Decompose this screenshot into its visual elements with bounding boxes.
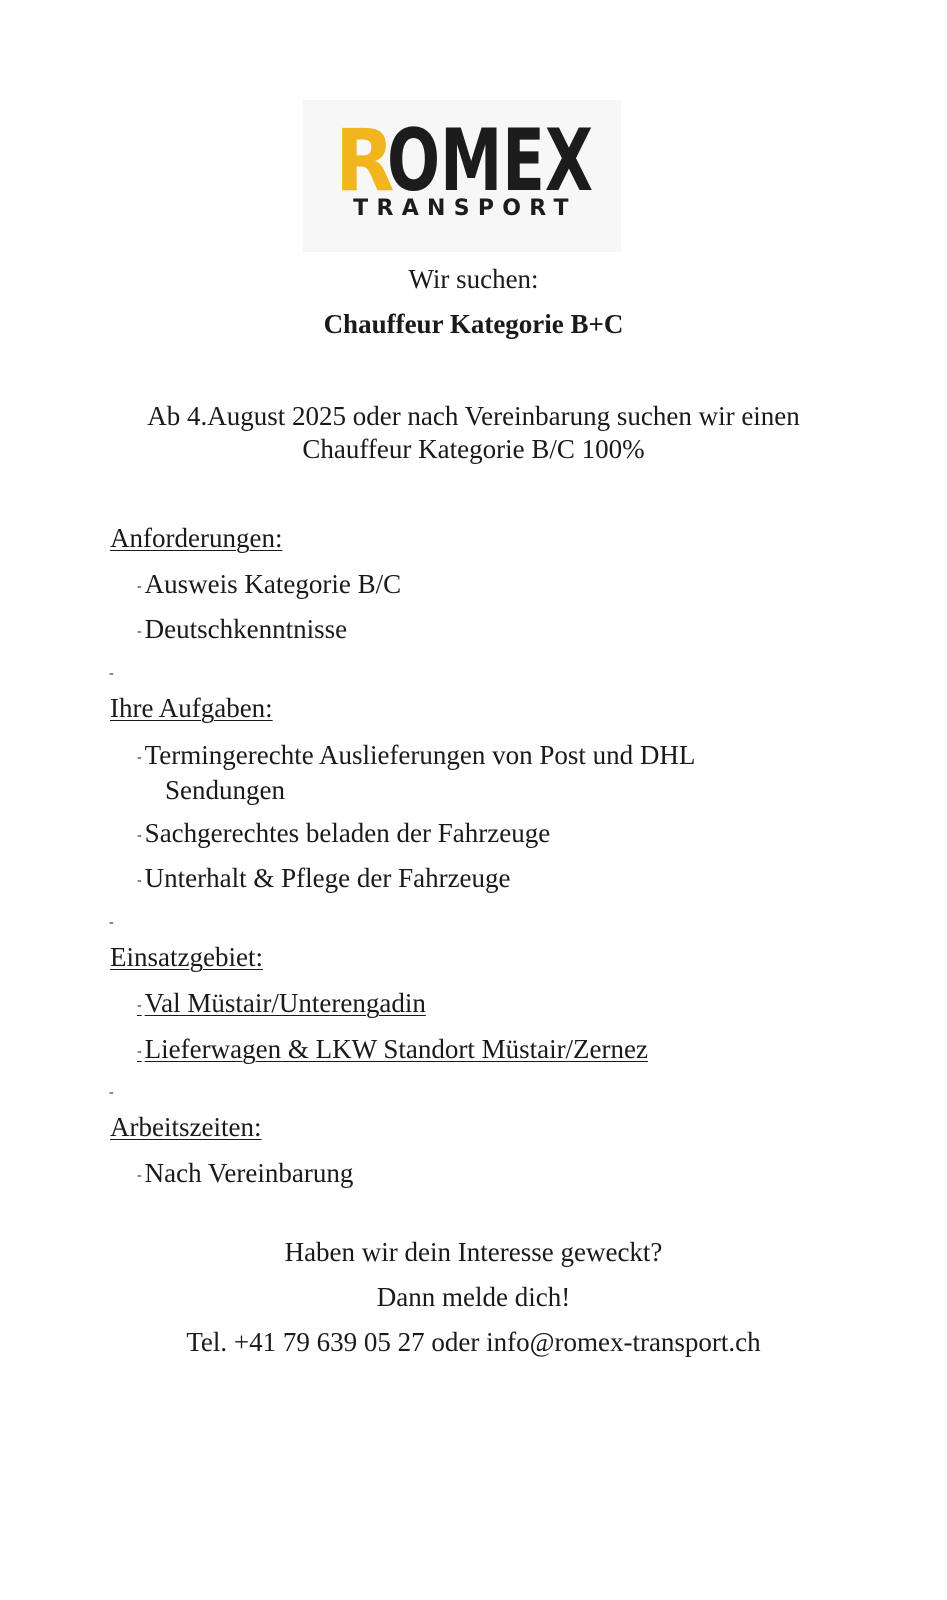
bullet-dash: - <box>137 998 142 1013</box>
closing-call-to-action: Dann melde dich! <box>376 1282 571 1312</box>
intro-label: Wir suchen: <box>408 264 539 294</box>
intro-paragraph <box>0 400 947 466</box>
section-heading-aufgaben: Ihre Aufgaben: <box>110 693 273 723</box>
separator-dash: - <box>109 666 114 681</box>
list-item: - Lieferwagen & LKW Standort Müstair/Zernez <box>137 1034 648 1064</box>
bullet-dash: - <box>137 624 142 639</box>
logo-letter-r: R <box>335 118 394 198</box>
separator-dash: - <box>109 1085 114 1100</box>
list-item: - Val Müstair/Unterengadin <box>137 988 426 1018</box>
list-item: - Sachgerechtes beladen der Fahrzeuge <box>137 818 551 848</box>
list-item: - Nach Vereinbarung <box>137 1158 354 1188</box>
company-logo <box>303 100 621 252</box>
romex-wordmark <box>335 118 595 198</box>
intro-line-1: Ab 4.August 2025 oder nach Vereinbarung suchen wir einen <box>147 401 800 431</box>
list-item: - Termingerechte Auslieferungen von Post und DHL Sendungen <box>137 740 696 805</box>
separator-dash: - <box>109 915 114 930</box>
logo-tagline: TRANSPORT <box>353 196 577 221</box>
bullet-dash: - <box>137 828 142 843</box>
list-item: - Ausweis Kategorie B/C <box>137 569 402 599</box>
list-item: - Unterhalt & Pflege der Fahrzeuge <box>137 863 511 893</box>
logo-letters-omex: OMEX <box>387 118 593 198</box>
section-heading-arbeitszeiten: Arbeitszeiten: <box>110 1112 262 1142</box>
bullet-dash: - <box>137 1044 142 1059</box>
closing-question: Haben wir dein Interesse geweckt? <box>284 1237 663 1267</box>
bullet-dash: - <box>137 1168 142 1183</box>
section-heading-einsatzgebiet: Einsatzgebiet: <box>110 942 263 972</box>
section-heading-anforderungen: Anforderungen: <box>110 523 283 553</box>
bullet-dash: - <box>137 750 142 765</box>
job-title: Chauffeur Kategorie B+C <box>323 309 624 339</box>
bullet-dash: - <box>137 873 142 888</box>
list-item: - Deutschkenntnisse <box>137 614 348 644</box>
intro-line-2: Chauffeur Kategorie B/C 100% <box>302 434 645 464</box>
bullet-dash: - <box>137 579 142 594</box>
contact-info: Tel. +41 79 639 05 27 oder info@romex-transport.ch <box>186 1327 761 1357</box>
